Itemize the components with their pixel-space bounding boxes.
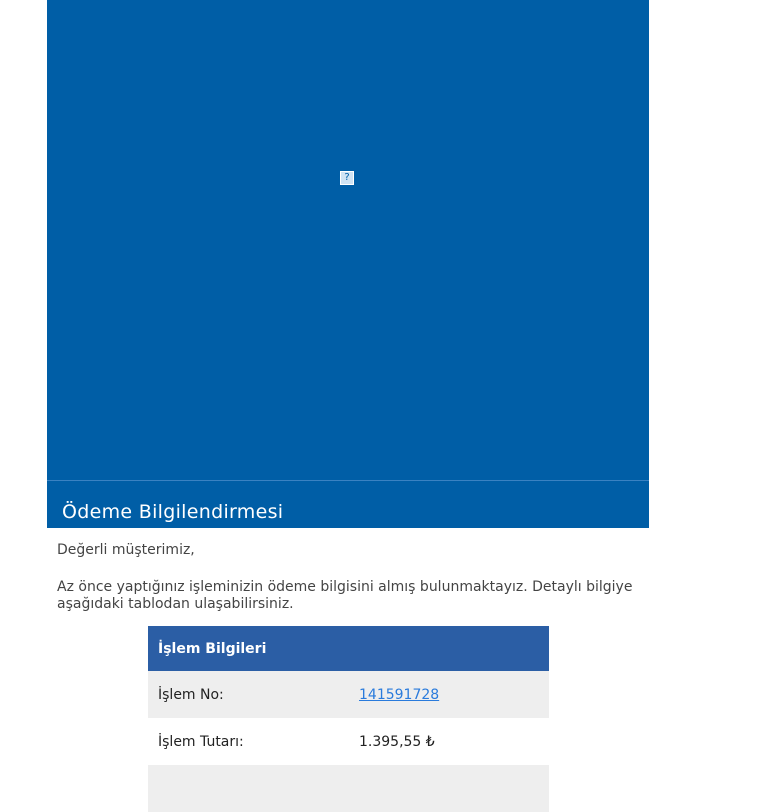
broken-image-icon: ? — [340, 171, 354, 185]
table-row — [148, 671, 549, 718]
transaction-amount-label: İşlem Tutarı: — [158, 733, 244, 750]
table-row — [148, 765, 549, 812]
header-banner — [47, 0, 649, 481]
table-header-row — [148, 626, 549, 671]
table-row — [148, 718, 549, 765]
transaction-no-cell — [349, 671, 549, 718]
page-title: Ödeme Bilgilendirmesi — [62, 501, 284, 523]
transaction-no-label: İşlem No: — [158, 686, 224, 703]
greeting-text: Değerli müşterimiz, — [57, 542, 195, 558]
email-container — [47, 0, 649, 750]
intro-text: Az önce yaptığınız işleminizin ödeme bilgisini almış bulunmaktayız. Detaylı bilgiye aşağıdaki tablodan ulaşabilirsiniz. — [57, 579, 633, 612]
transaction-no-link[interactable]: 141591728 — [359, 686, 440, 703]
table-header: İşlem Bilgileri — [158, 640, 267, 657]
transaction-amount-value: 1.395,55 ₺ — [359, 733, 435, 750]
transaction-info-table — [148, 626, 549, 812]
title-bar — [47, 481, 649, 528]
